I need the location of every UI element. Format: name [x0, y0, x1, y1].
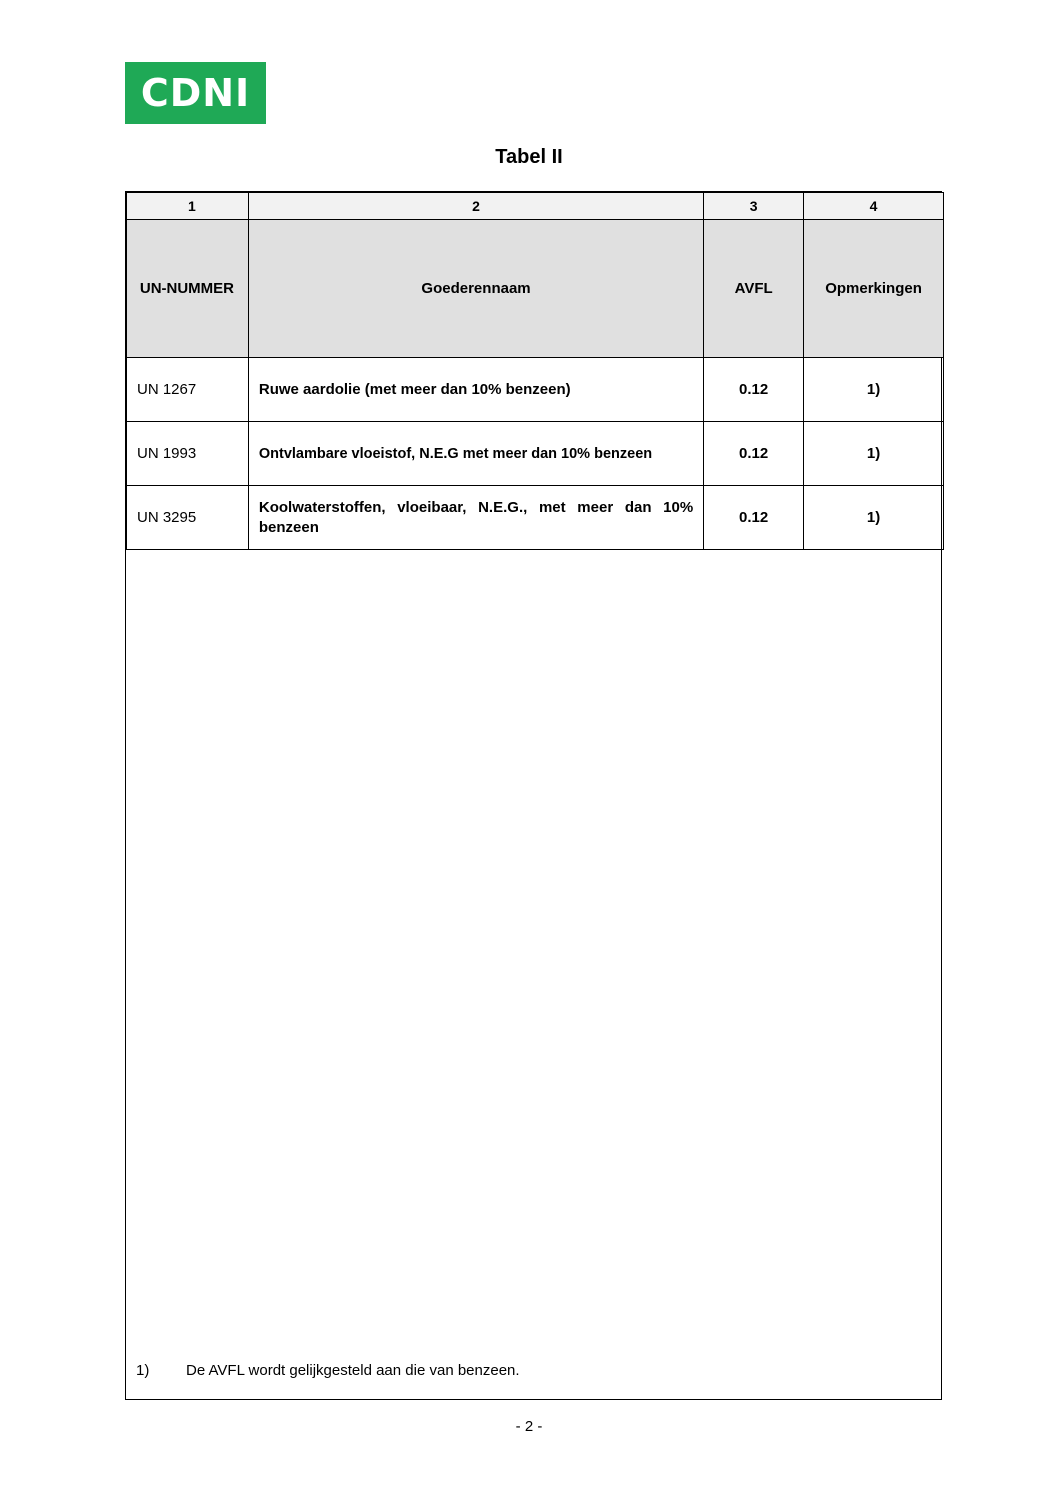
column-number: 2	[248, 193, 703, 220]
column-number: 4	[804, 193, 944, 220]
avfl-cell: 0.12	[704, 422, 804, 486]
goods-name-cell: Ontvlambare vloeistof, N.E.G met meer dan 10% benzeen	[248, 422, 703, 486]
dangerous-goods-table	[126, 192, 944, 550]
cdni-logo: CDNI	[125, 62, 266, 124]
un-number-cell: UN 1993	[127, 422, 249, 486]
table-row	[127, 422, 944, 486]
header-goederennaam: Goederennaam	[248, 220, 703, 358]
un-number-cell: UN 1267	[127, 358, 249, 422]
page-number: - 2 -	[515, 1418, 543, 1435]
column-number-row	[127, 193, 944, 220]
table-container	[125, 191, 942, 1400]
column-number: 1	[127, 193, 249, 220]
remark-cell: 1)	[804, 358, 944, 422]
avfl-cell: 0.12	[704, 358, 804, 422]
remark-cell: 1)	[804, 422, 944, 486]
table-row	[127, 358, 944, 422]
table-row	[127, 486, 944, 550]
header-opmerkingen: Opmerkingen	[804, 220, 944, 358]
goods-name-cell: Ruwe aardolie (met meer dan 10% benzeen)	[248, 358, 703, 422]
footnote-mark: 1)	[136, 1362, 150, 1379]
header-row	[127, 220, 944, 358]
footnote	[136, 1362, 520, 1379]
un-number-cell: UN 3295	[127, 486, 249, 550]
header-avfl: AVFL	[704, 220, 804, 358]
goods-name-cell: Koolwaterstoffen, vloeibaar, N.E.G., met meer dan 10% benzeen	[248, 486, 703, 550]
footnote-text: De AVFL wordt gelijkgesteld aan die van benzeen.	[186, 1362, 520, 1379]
page-title: Tabel II	[495, 146, 563, 168]
column-number: 3	[704, 193, 804, 220]
avfl-cell: 0.12	[704, 486, 804, 550]
remark-cell: 1)	[804, 486, 944, 550]
header-un-nummer: UN-NUMMER	[127, 220, 249, 358]
